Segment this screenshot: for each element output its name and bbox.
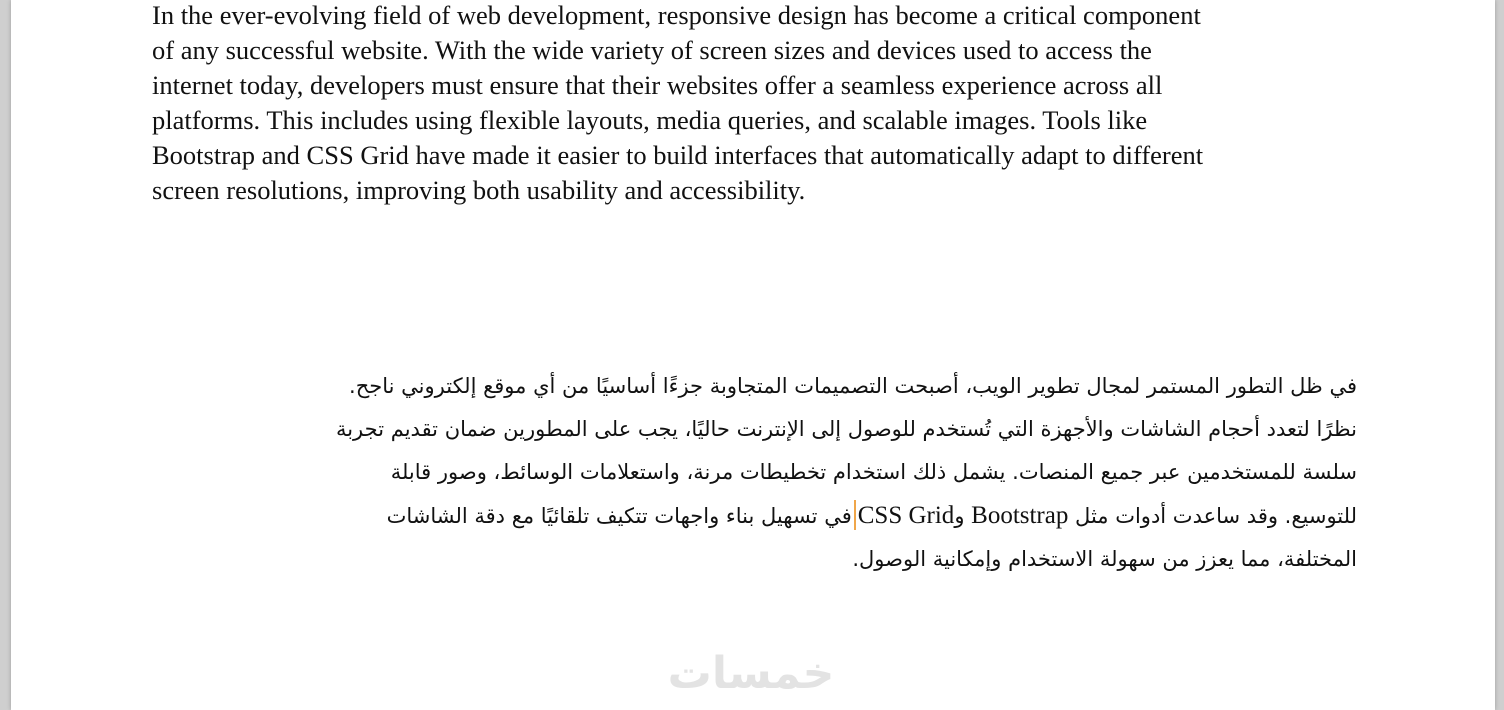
arabic-line: في ظل التطور المستمر لمجال تطوير الويب، أصبحت التصميمات المتجاوبة جزءًا أساسيًا من أي موقع إلكتروني ناجح. xyxy=(349,374,1357,398)
arabic-line: المختلفة، مما يعزز من سهولة الاستخدام وإمكانية الوصول. xyxy=(852,547,1357,571)
watermark-logo: خمسات xyxy=(667,648,835,699)
english-line: internet today, developers must ensure that their websites offer a seamless experience across all xyxy=(152,70,1163,100)
arabic-paragraph[interactable] xyxy=(151,365,1357,581)
arabic-line: سلسة للمستخدمين عبر جميع المنصات. يشمل ذلك استخدام تخطيطات مرنة، واستعلامات الوسائط، وصور قابلة xyxy=(390,460,1357,484)
arabic-text-segment: في تسهيل بناء واجهات تتكيف تلقائيًا مع دقة الشاشات xyxy=(386,504,852,528)
english-line: screen resolutions, improving both usability and accessibility. xyxy=(152,175,806,205)
arabic-line xyxy=(151,494,1357,538)
arabic-text-segment: للتوسيع. وقد ساعدت أدوات مثل xyxy=(1068,504,1357,528)
arabic-line: نظرًا لتعدد أحجام الشاشات والأجهزة التي تُستخدم للوصول إلى الإنترنت حاليًا، يجب على المطورين ضمان تقديم تجربة xyxy=(335,417,1357,441)
english-line: of any successful website. With the wide variety of screen sizes and devices used to access the xyxy=(152,35,1152,65)
arabic-conjunction: و xyxy=(954,504,972,528)
english-paragraph[interactable] xyxy=(152,0,1362,208)
bootstrap-term: Bootstrap xyxy=(971,502,1069,529)
document-page xyxy=(11,0,1495,710)
english-line: Bootstrap and CSS Grid have made it easier to build interfaces that automatically adapt to different xyxy=(152,140,1204,170)
english-line: In the ever-evolving field of web development, responsive design has become a critical component xyxy=(152,0,1201,30)
text-cursor xyxy=(854,500,856,530)
english-line: platforms. This includes using flexible layouts, media queries, and scalable images. Tools like xyxy=(152,105,1148,135)
css-grid-term: CSS Grid xyxy=(857,502,955,529)
